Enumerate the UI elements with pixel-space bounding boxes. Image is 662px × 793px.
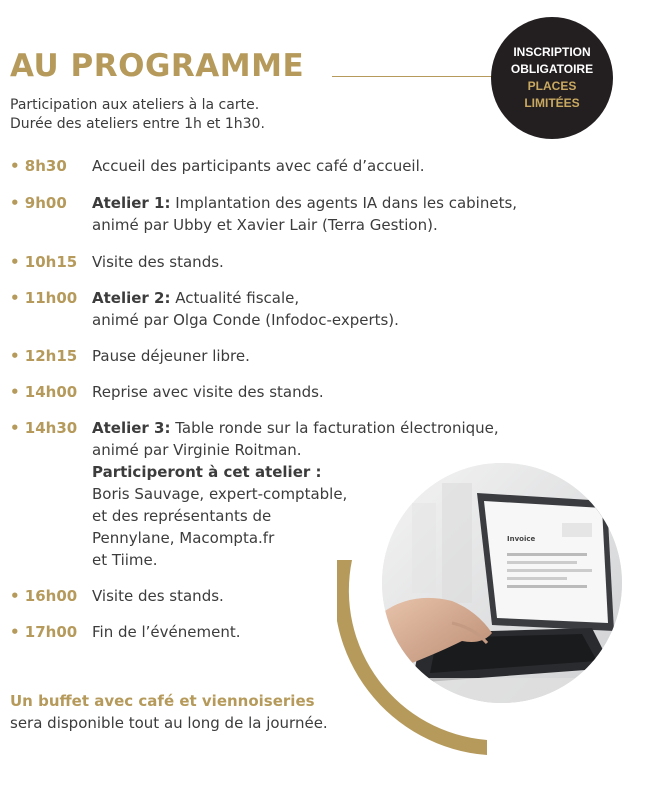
schedule-text: Fin de l’événement. bbox=[92, 623, 241, 641]
schedule-time: • 14h00 bbox=[10, 383, 78, 401]
schedule-description bbox=[92, 192, 517, 236]
schedule-time: • 10h15 bbox=[10, 253, 78, 271]
registration-badge bbox=[491, 17, 613, 139]
badge-line-4: LIMITÉES bbox=[524, 96, 580, 110]
schedule-text: animé par Virginie Roitman. bbox=[92, 441, 302, 459]
schedule-line bbox=[92, 527, 499, 549]
schedule-text: Accueil des participants avec café d’accueil. bbox=[92, 157, 425, 175]
intro-text bbox=[10, 96, 265, 134]
schedule-line bbox=[92, 585, 224, 607]
badge-line-3: PLACES bbox=[527, 79, 577, 93]
schedule-line bbox=[92, 621, 241, 643]
schedule-item bbox=[10, 345, 250, 367]
buffet-note bbox=[10, 690, 328, 734]
schedule-description bbox=[92, 155, 425, 177]
schedule-description bbox=[92, 417, 499, 571]
schedule-text: Actualité fiscale, bbox=[170, 289, 300, 307]
schedule-item bbox=[10, 621, 241, 643]
badge-line-1: INSCRIPTION bbox=[513, 45, 591, 59]
schedule-line bbox=[92, 483, 499, 505]
schedule-text: Visite des stands. bbox=[92, 253, 224, 271]
buffet-highlight: Un buffet avec café et viennoiseries bbox=[10, 692, 315, 710]
schedule-item bbox=[10, 381, 324, 403]
schedule-line bbox=[92, 192, 517, 214]
schedule-text: Implantation des agents IA dans les cabinets, bbox=[170, 194, 518, 212]
workshop-label: Atelier 3: bbox=[92, 419, 171, 437]
schedule-item bbox=[10, 155, 425, 177]
schedule-description bbox=[92, 345, 250, 367]
schedule-description bbox=[92, 381, 324, 403]
schedule-text: Reprise avec visite des stands. bbox=[92, 383, 324, 401]
schedule-line bbox=[92, 505, 499, 527]
schedule-item bbox=[10, 417, 499, 571]
page-title: AU PROGRAMME bbox=[10, 48, 305, 84]
schedule-item bbox=[10, 287, 399, 331]
schedule-line bbox=[92, 309, 399, 331]
workshop-label: Atelier 2: bbox=[92, 289, 171, 307]
schedule-time: • 14h30 bbox=[10, 419, 78, 437]
schedule-line bbox=[92, 155, 425, 177]
schedule-line bbox=[92, 549, 499, 571]
schedule-time: • 16h00 bbox=[10, 587, 78, 605]
schedule-text: animé par Olga Conde (Infodoc-experts). bbox=[92, 311, 399, 329]
schedule-time: • 9h00 bbox=[10, 194, 67, 212]
schedule-text: Boris Sauvage, expert-comptable, bbox=[92, 485, 348, 503]
schedule-description bbox=[92, 287, 399, 331]
schedule-text: animé par Ubby et Xavier Lair (Terra Gestion). bbox=[92, 216, 438, 234]
participants-label: Participeront à cet atelier : bbox=[92, 463, 322, 481]
schedule-text: Table ronde sur la facturation électronique, bbox=[170, 419, 499, 437]
schedule-item bbox=[10, 192, 517, 236]
schedule-item bbox=[10, 585, 224, 607]
schedule-description bbox=[92, 251, 224, 273]
schedule-time: • 8h30 bbox=[10, 157, 67, 175]
schedule-time: • 17h00 bbox=[10, 623, 78, 641]
schedule-text: Pennylane, Macompta.fr bbox=[92, 529, 275, 547]
svg-text:Invoice: Invoice bbox=[507, 535, 536, 543]
schedule-text: Pause déjeuner libre. bbox=[92, 347, 250, 365]
badge-line-2: OBLIGATOIRE bbox=[510, 62, 594, 76]
title-divider bbox=[332, 76, 502, 77]
schedule-description bbox=[92, 621, 241, 643]
schedule-line bbox=[92, 439, 499, 461]
schedule-description bbox=[92, 585, 224, 607]
schedule-time: • 11h00 bbox=[10, 289, 78, 307]
schedule-line bbox=[92, 214, 517, 236]
schedule-line bbox=[92, 461, 499, 483]
schedule-text: et Tiime. bbox=[92, 551, 158, 569]
schedule-line bbox=[92, 381, 324, 403]
schedule-text: et des représentants de bbox=[92, 507, 272, 525]
schedule-line bbox=[92, 417, 499, 439]
intro-line-2: Durée des ateliers entre 1h et 1h30. bbox=[10, 116, 265, 132]
schedule-item bbox=[10, 251, 224, 273]
schedule-line bbox=[92, 345, 250, 367]
buffet-text: sera disponible tout au long de la journée. bbox=[10, 714, 328, 732]
schedule-time: • 12h15 bbox=[10, 347, 78, 365]
schedule-text: Visite des stands. bbox=[92, 587, 224, 605]
schedule-line bbox=[92, 287, 399, 309]
intro-line-1: Participation aux ateliers à la carte. bbox=[10, 97, 260, 113]
workshop-label: Atelier 1: bbox=[92, 194, 171, 212]
schedule-line bbox=[92, 251, 224, 273]
